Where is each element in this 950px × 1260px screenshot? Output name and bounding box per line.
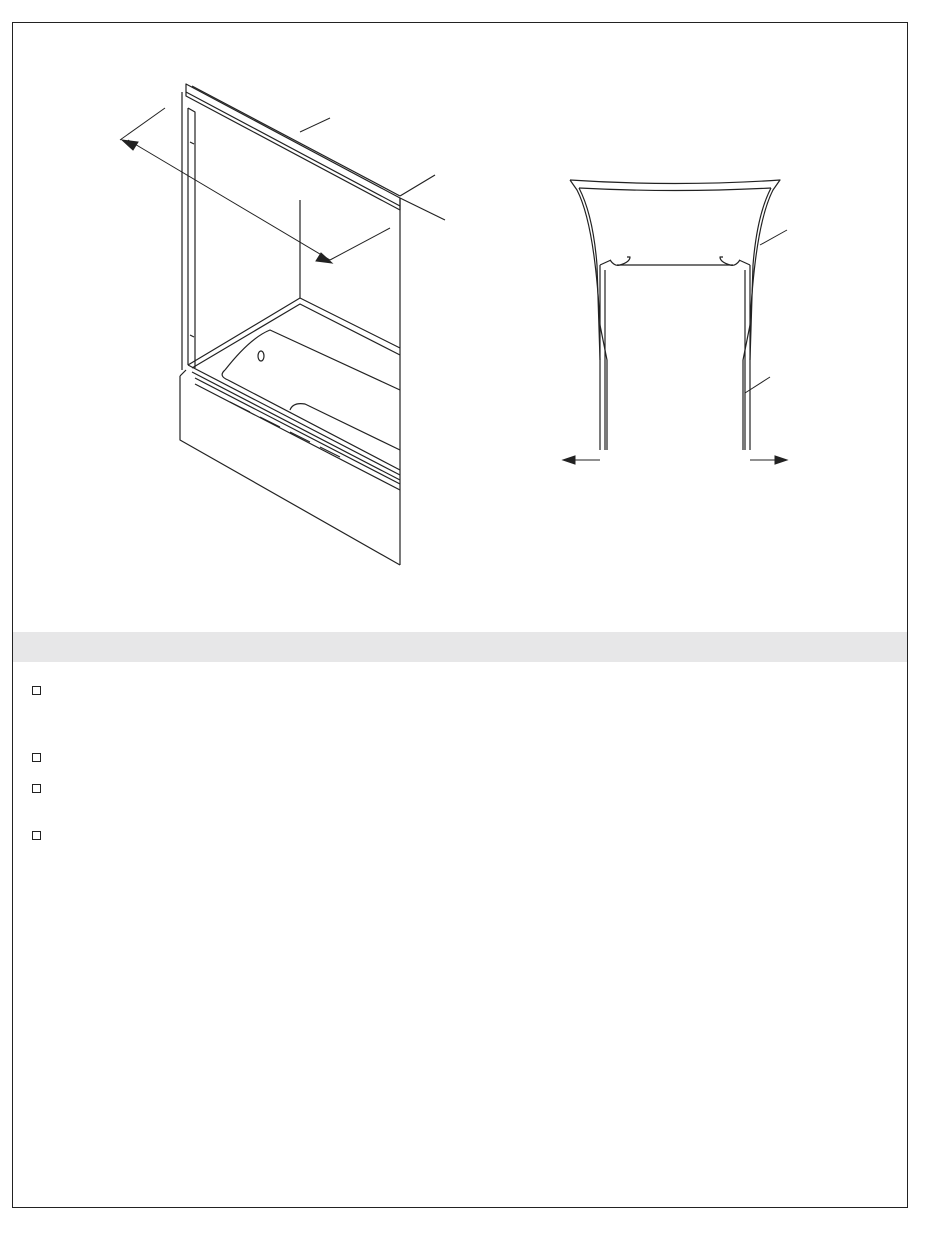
checklist-item [32,751,53,762]
checkbox-icon[interactable] [32,831,41,840]
dimension-arrow-left-icon [122,140,138,150]
dimension-arrow-right-icon [316,253,332,263]
top-track [186,84,400,206]
checkbox-icon[interactable] [32,686,41,695]
drain [258,351,264,361]
checkbox-icon[interactable] [32,753,41,762]
arrow-right-icon [775,456,787,464]
section-band [13,632,907,662]
header-cross-section [555,165,800,475]
tub-basin [225,330,400,390]
checklist-item [32,782,53,793]
checklist-item [32,684,53,695]
tub-apron [180,370,186,376]
arrow-left-icon [563,456,575,464]
checklist-item [32,829,53,840]
bathtub-illustration [100,80,450,580]
checkbox-icon[interactable] [32,784,41,793]
